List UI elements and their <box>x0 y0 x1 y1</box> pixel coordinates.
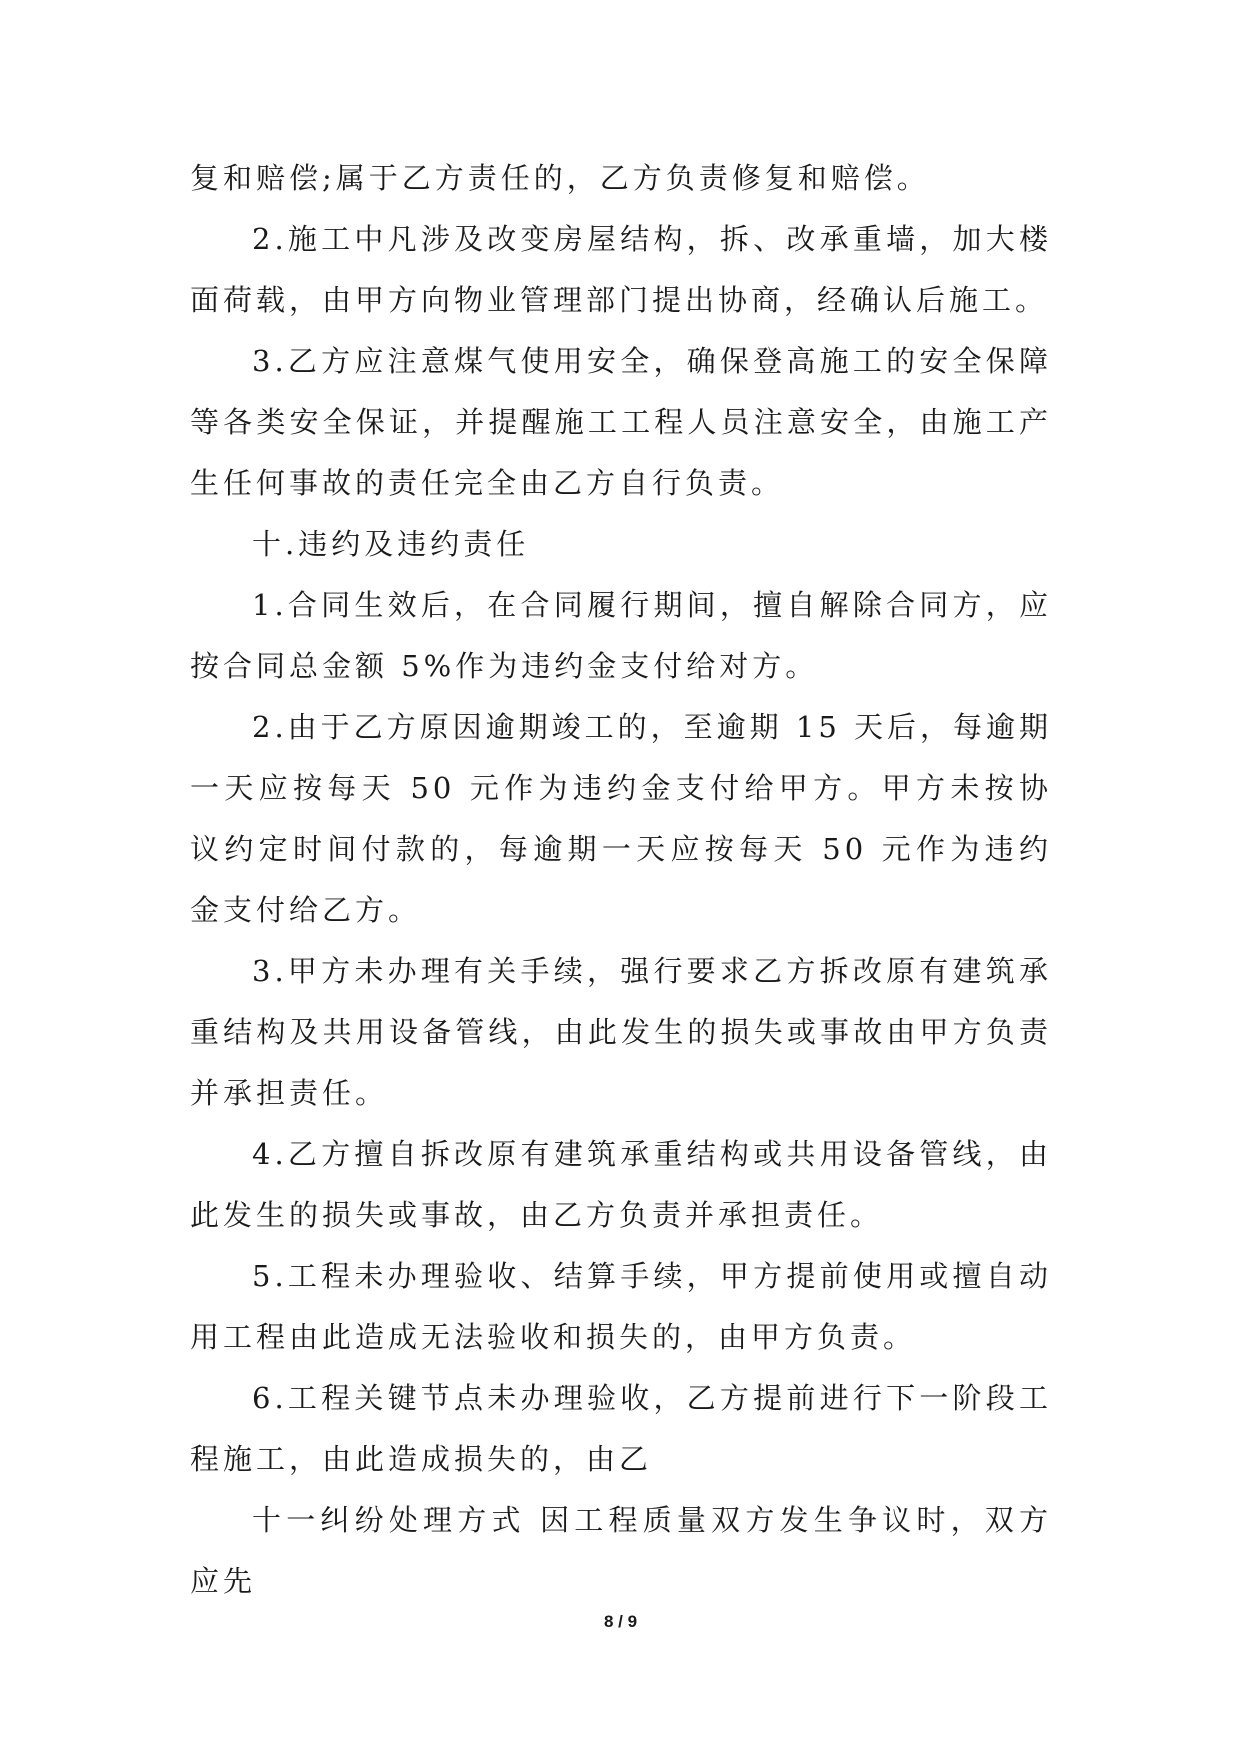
document-body <box>190 148 1052 1612</box>
paragraph: 3.乙方应注意煤气使用安全，确保登高施工的安全保障等各类安全保证，并提醒施工工程人员注意安全，由施工产生任何事故的责任完全由乙方自行负责。 <box>190 344 1052 500</box>
paragraph: 十一纠纷处理方式 因工程质量双方发生争议时，双方应先 <box>190 1503 1052 1598</box>
page-number: 8 / 9 <box>603 1612 638 1631</box>
paragraph: 6.工程关键节点未办理验收，乙方提前进行下一阶段工程施工，由此造成损失的，由乙 <box>190 1381 1052 1476</box>
section-heading: 十.违约及违约责任 <box>252 527 530 561</box>
paragraph: 3.甲方未办理有关手续，强行要求乙方拆改原有建筑承重结构及共用设备管线，由此发生的损失或事故由甲方负责并承担责任。 <box>190 954 1052 1110</box>
paragraph: 2.施工中凡涉及改变房屋结构，拆、改承重墙，加大楼面荷载，由甲方向物业管理部门提出协商，经确认后施工。 <box>190 222 1052 317</box>
paragraph: 4.乙方擅自拆改原有建筑承重结构或共用设备管线，由此发生的损失或事故，由乙方负责并承担责任。 <box>190 1137 1052 1232</box>
paragraph: 1.合同生效后，在合同履行期间，擅自解除合同方，应按合同总金额 5%作为违约金支付给对方。 <box>190 588 1052 683</box>
paragraph: 复和赔偿;属于乙方责任的，乙方负责修复和赔偿。 <box>190 161 930 195</box>
paragraph: 2.由于乙方原因逾期竣工的，至逾期 15 天后，每逾期一天应按每天 50 元作为违约金支付给甲方。甲方未按协议约定时间付款的，每逾期一天应按每天 50 元作为违约金支付给乙方。 <box>190 710 1053 927</box>
paragraph: 5.工程未办理验收、结算手续，甲方提前使用或擅自动用工程由此造成无法验收和损失的，由甲方负责。 <box>190 1259 1052 1354</box>
